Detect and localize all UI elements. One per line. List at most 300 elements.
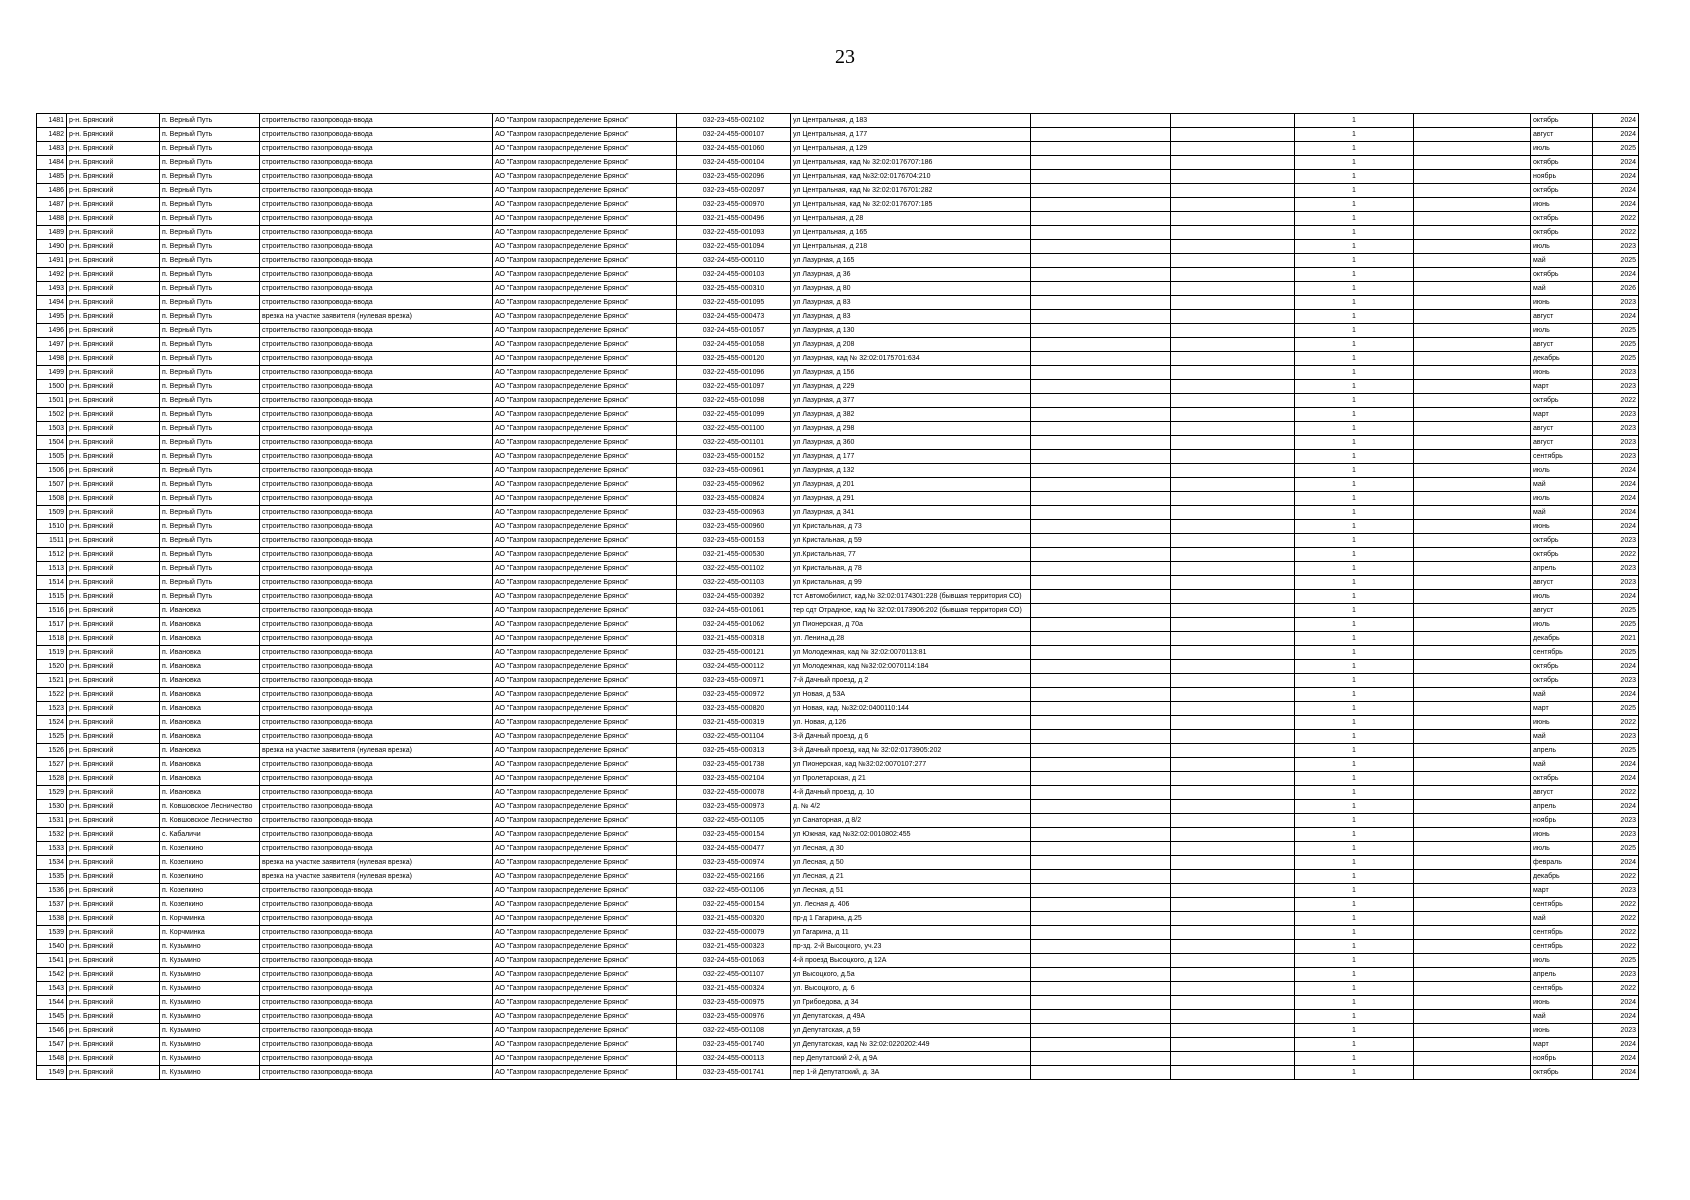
empty-cell: [1414, 702, 1531, 716]
row-number-cell: 1518: [37, 632, 67, 646]
quantity-cell: 1: [1295, 408, 1414, 422]
empty-cell: [1414, 394, 1531, 408]
empty-cell: [1031, 282, 1171, 296]
empty-cell: [1171, 282, 1295, 296]
organization-cell: АО "Газпром газораспределение Брянск": [493, 338, 677, 352]
empty-cell: [1031, 324, 1171, 338]
empty-cell: [1171, 576, 1295, 590]
application-number-cell: 032-23-455-000154: [677, 828, 791, 842]
district-cell: р-н. Брянский: [67, 954, 160, 968]
organization-cell: АО "Газпром газораспределение Брянск": [493, 254, 677, 268]
empty-cell: [1414, 884, 1531, 898]
organization-cell: АО "Газпром газораспределение Брянск": [493, 786, 677, 800]
locality-cell: п. Ивановка: [160, 772, 260, 786]
empty-cell: [1171, 912, 1295, 926]
empty-cell: [1031, 478, 1171, 492]
empty-cell: [1171, 394, 1295, 408]
month-cell: апрель: [1531, 562, 1593, 576]
month-cell: сентябрь: [1531, 940, 1593, 954]
locality-cell: п. Кузьмино: [160, 940, 260, 954]
month-cell: сентябрь: [1531, 926, 1593, 940]
application-number-cell: 032-24-455-000473: [677, 310, 791, 324]
table-row: [37, 870, 1639, 884]
quantity-cell: 1: [1295, 590, 1414, 604]
empty-cell: [1414, 996, 1531, 1010]
month-cell: октябрь: [1531, 548, 1593, 562]
organization-cell: АО "Газпром газораспределение Брянск": [493, 212, 677, 226]
address-cell: 3-й Дачный проезд, кад № 32:02:0173905:202: [791, 744, 1031, 758]
district-cell: р-н. Брянский: [67, 856, 160, 870]
empty-cell: [1414, 408, 1531, 422]
table-row: [37, 436, 1639, 450]
empty-cell: [1171, 114, 1295, 128]
empty-cell: [1031, 660, 1171, 674]
empty-cell: [1031, 898, 1171, 912]
locality-cell: с. Кабаличи: [160, 828, 260, 842]
quantity-cell: 1: [1295, 688, 1414, 702]
row-number-cell: 1501: [37, 394, 67, 408]
organization-cell: АО "Газпром газораспределение Брянск": [493, 268, 677, 282]
month-cell: июнь: [1531, 1024, 1593, 1038]
address-cell: ул Лазурная, д 382: [791, 408, 1031, 422]
empty-cell: [1414, 296, 1531, 310]
row-number-cell: 1491: [37, 254, 67, 268]
district-cell: р-н. Брянский: [67, 478, 160, 492]
application-number-cell: 032-25-455-000313: [677, 744, 791, 758]
address-cell: ул Лесная, д 30: [791, 842, 1031, 856]
year-cell: 2023: [1593, 562, 1639, 576]
row-number-cell: 1503: [37, 422, 67, 436]
application-number-cell: 032-23-455-002104: [677, 772, 791, 786]
empty-cell: [1171, 870, 1295, 884]
application-number-cell: 032-23-455-001740: [677, 1038, 791, 1052]
empty-cell: [1031, 940, 1171, 954]
empty-cell: [1031, 982, 1171, 996]
empty-cell: [1414, 128, 1531, 142]
locality-cell: п. Верный Путь: [160, 576, 260, 590]
month-cell: август: [1531, 604, 1593, 618]
locality-cell: п. Верный Путь: [160, 422, 260, 436]
month-cell: октябрь: [1531, 268, 1593, 282]
year-cell: 2022: [1593, 548, 1639, 562]
address-cell: пр-д 1 Гагарина, д.25: [791, 912, 1031, 926]
organization-cell: АО "Газпром газораспределение Брянск": [493, 114, 677, 128]
organization-cell: АО "Газпром газораспределение Брянск": [493, 758, 677, 772]
organization-cell: АО "Газпром газораспределение Брянск": [493, 632, 677, 646]
year-cell: 2024: [1593, 506, 1639, 520]
organization-cell: АО "Газпром газораспределение Брянск": [493, 324, 677, 338]
work-type-cell: строительство газопровода-ввода: [260, 450, 493, 464]
table-row: [37, 758, 1639, 772]
empty-cell: [1414, 492, 1531, 506]
locality-cell: п. Кузьмино: [160, 1010, 260, 1024]
month-cell: март: [1531, 380, 1593, 394]
work-type-cell: строительство газопровода-ввода: [260, 184, 493, 198]
month-cell: апрель: [1531, 800, 1593, 814]
row-number-cell: 1521: [37, 674, 67, 688]
month-cell: декабрь: [1531, 870, 1593, 884]
work-type-cell: строительство газопровода-ввода: [260, 646, 493, 660]
empty-cell: [1031, 758, 1171, 772]
application-number-cell: 032-21-455-000319: [677, 716, 791, 730]
row-number-cell: 1533: [37, 842, 67, 856]
year-cell: 2023: [1593, 828, 1639, 842]
empty-cell: [1171, 506, 1295, 520]
empty-cell: [1171, 338, 1295, 352]
district-cell: р-н. Брянский: [67, 1010, 160, 1024]
row-number-cell: 1514: [37, 576, 67, 590]
table-row: [37, 198, 1639, 212]
application-number-cell: 032-22-455-001104: [677, 730, 791, 744]
empty-cell: [1031, 240, 1171, 254]
quantity-cell: 1: [1295, 996, 1414, 1010]
address-cell: ул Лазурная, д 83: [791, 310, 1031, 324]
table-row: [37, 520, 1639, 534]
quantity-cell: 1: [1295, 1024, 1414, 1038]
quantity-cell: 1: [1295, 744, 1414, 758]
table-row: [37, 926, 1639, 940]
empty-cell: [1171, 170, 1295, 184]
organization-cell: АО "Газпром газораспределение Брянск": [493, 912, 677, 926]
district-cell: р-н. Брянский: [67, 198, 160, 212]
address-cell: ул Центральная, д 183: [791, 114, 1031, 128]
table-row: [37, 800, 1639, 814]
row-number-cell: 1537: [37, 898, 67, 912]
empty-cell: [1414, 646, 1531, 660]
work-type-cell: строительство газопровода-ввода: [260, 338, 493, 352]
address-cell: ул Лазурная, д 36: [791, 268, 1031, 282]
empty-cell: [1171, 828, 1295, 842]
application-number-cell: 032-21-455-000496: [677, 212, 791, 226]
quantity-cell: 1: [1295, 254, 1414, 268]
work-type-cell: строительство газопровода-ввода: [260, 800, 493, 814]
quantity-cell: 1: [1295, 170, 1414, 184]
organization-cell: АО "Газпром газораспределение Брянск": [493, 198, 677, 212]
year-cell: 2023: [1593, 296, 1639, 310]
address-cell: ул Центральная, д 28: [791, 212, 1031, 226]
address-cell: ул Центральная, д 218: [791, 240, 1031, 254]
empty-cell: [1171, 898, 1295, 912]
address-cell: ул Молодежная, кад №32:02:0070114:184: [791, 660, 1031, 674]
empty-cell: [1171, 128, 1295, 142]
organization-cell: АО "Газпром газораспределение Брянск": [493, 772, 677, 786]
row-number-cell: 1524: [37, 716, 67, 730]
year-cell: 2024: [1593, 758, 1639, 772]
month-cell: март: [1531, 702, 1593, 716]
quantity-cell: 1: [1295, 660, 1414, 674]
table-row: [37, 716, 1639, 730]
organization-cell: АО "Газпром газораспределение Брянск": [493, 800, 677, 814]
empty-cell: [1031, 268, 1171, 282]
table-row: [37, 534, 1639, 548]
month-cell: февраль: [1531, 856, 1593, 870]
empty-cell: [1414, 338, 1531, 352]
address-cell: ул Центральная, кад № 32:02:0176701:282: [791, 184, 1031, 198]
quantity-cell: 1: [1295, 492, 1414, 506]
row-number-cell: 1522: [37, 688, 67, 702]
year-cell: 2025: [1593, 842, 1639, 856]
work-type-cell: строительство газопровода-ввода: [260, 422, 493, 436]
year-cell: 2022: [1593, 394, 1639, 408]
locality-cell: п. Верный Путь: [160, 142, 260, 156]
work-type-cell: строительство газопровода-ввода: [260, 492, 493, 506]
table-row: [37, 408, 1639, 422]
row-number-cell: 1538: [37, 912, 67, 926]
empty-cell: [1414, 506, 1531, 520]
month-cell: сентябрь: [1531, 646, 1593, 660]
empty-cell: [1414, 366, 1531, 380]
table-row: [37, 674, 1639, 688]
work-type-cell: строительство газопровода-ввода: [260, 436, 493, 450]
empty-cell: [1031, 114, 1171, 128]
locality-cell: п. Козелкино: [160, 856, 260, 870]
year-cell: 2024: [1593, 310, 1639, 324]
quantity-cell: 1: [1295, 114, 1414, 128]
month-cell: октябрь: [1531, 534, 1593, 548]
address-cell: ул Лазурная, д 80: [791, 282, 1031, 296]
empty-cell: [1171, 380, 1295, 394]
empty-cell: [1171, 842, 1295, 856]
work-type-cell: строительство газопровода-ввода: [260, 212, 493, 226]
month-cell: июль: [1531, 142, 1593, 156]
work-type-cell: строительство газопровода-ввода: [260, 380, 493, 394]
empty-cell: [1031, 548, 1171, 562]
year-cell: 2023: [1593, 408, 1639, 422]
application-number-cell: 032-22-455-001094: [677, 240, 791, 254]
work-type-cell: строительство газопровода-ввода: [260, 632, 493, 646]
row-number-cell: 1502: [37, 408, 67, 422]
application-number-cell: 032-22-455-001106: [677, 884, 791, 898]
work-type-cell: строительство газопровода-ввода: [260, 1010, 493, 1024]
empty-cell: [1031, 744, 1171, 758]
address-cell: ул. Ленина,д.28: [791, 632, 1031, 646]
table-row: [37, 254, 1639, 268]
organization-cell: АО "Газпром газораспределение Брянск": [493, 968, 677, 982]
year-cell: 2024: [1593, 688, 1639, 702]
address-cell: ул Грибоедова, д 34: [791, 996, 1031, 1010]
gas-connection-table: [36, 113, 1639, 1080]
organization-cell: АО "Газпром газораспределение Брянск": [493, 604, 677, 618]
locality-cell: п. Кузьмино: [160, 954, 260, 968]
empty-cell: [1171, 492, 1295, 506]
organization-cell: АО "Газпром газораспределение Брянск": [493, 170, 677, 184]
application-number-cell: 032-22-455-001096: [677, 366, 791, 380]
quantity-cell: 1: [1295, 562, 1414, 576]
organization-cell: АО "Газпром газораспределение Брянск": [493, 744, 677, 758]
empty-cell: [1414, 604, 1531, 618]
quantity-cell: 1: [1295, 142, 1414, 156]
work-type-cell: строительство газопровода-ввода: [260, 1024, 493, 1038]
empty-cell: [1031, 912, 1171, 926]
address-cell: д. № 4/2: [791, 800, 1031, 814]
address-cell: пер 1-й Депутатский, д. 3А: [791, 1066, 1031, 1080]
locality-cell: п. Корчминка: [160, 926, 260, 940]
locality-cell: п. Верный Путь: [160, 268, 260, 282]
quantity-cell: 1: [1295, 478, 1414, 492]
address-cell: ул.Кристальная, 77: [791, 548, 1031, 562]
work-type-cell: строительство газопровода-ввода: [260, 114, 493, 128]
empty-cell: [1031, 996, 1171, 1010]
district-cell: р-н. Брянский: [67, 926, 160, 940]
organization-cell: АО "Газпром газораспределение Брянск": [493, 576, 677, 590]
address-cell: ул Лазурная, д 177: [791, 450, 1031, 464]
organization-cell: АО "Газпром газораспределение Брянск": [493, 1010, 677, 1024]
locality-cell: п. Верный Путь: [160, 156, 260, 170]
row-number-cell: 1505: [37, 450, 67, 464]
district-cell: р-н. Брянский: [67, 380, 160, 394]
organization-cell: АО "Газпром газораспределение Брянск": [493, 1024, 677, 1038]
address-cell: ул Лазурная, д 360: [791, 436, 1031, 450]
work-type-cell: строительство газопровода-ввода: [260, 996, 493, 1010]
row-number-cell: 1513: [37, 562, 67, 576]
application-number-cell: 032-24-455-001060: [677, 142, 791, 156]
empty-cell: [1031, 716, 1171, 730]
locality-cell: п. Ивановка: [160, 716, 260, 730]
quantity-cell: 1: [1295, 156, 1414, 170]
address-cell: ул Высоцкого, д.5а: [791, 968, 1031, 982]
work-type-cell: строительство газопровода-ввода: [260, 660, 493, 674]
district-cell: р-н. Брянский: [67, 436, 160, 450]
table-row: [37, 114, 1639, 128]
organization-cell: АО "Газпром газораспределение Брянск": [493, 310, 677, 324]
application-number-cell: 032-21-455-000530: [677, 548, 791, 562]
empty-cell: [1031, 506, 1171, 520]
work-type-cell: строительство газопровода-ввода: [260, 268, 493, 282]
quantity-cell: 1: [1295, 296, 1414, 310]
month-cell: август: [1531, 310, 1593, 324]
table-row: [37, 856, 1639, 870]
table-row: [37, 1052, 1639, 1066]
quantity-cell: 1: [1295, 394, 1414, 408]
year-cell: 2023: [1593, 366, 1639, 380]
empty-cell: [1171, 646, 1295, 660]
locality-cell: п. Верный Путь: [160, 352, 260, 366]
row-number-cell: 1515: [37, 590, 67, 604]
empty-cell: [1414, 534, 1531, 548]
quantity-cell: 1: [1295, 800, 1414, 814]
month-cell: август: [1531, 786, 1593, 800]
empty-cell: [1031, 296, 1171, 310]
empty-cell: [1171, 408, 1295, 422]
row-number-cell: 1546: [37, 1024, 67, 1038]
quantity-cell: 1: [1295, 772, 1414, 786]
district-cell: р-н. Брянский: [67, 422, 160, 436]
empty-cell: [1414, 114, 1531, 128]
table-row: [37, 982, 1639, 996]
empty-cell: [1414, 618, 1531, 632]
year-cell: 2022: [1593, 940, 1639, 954]
table-row: [37, 296, 1639, 310]
application-number-cell: 032-24-455-001061: [677, 604, 791, 618]
empty-cell: [1171, 968, 1295, 982]
empty-cell: [1171, 548, 1295, 562]
empty-cell: [1171, 800, 1295, 814]
work-type-cell: строительство газопровода-ввода: [260, 954, 493, 968]
address-cell: ул Лазурная, д 165: [791, 254, 1031, 268]
quantity-cell: 1: [1295, 618, 1414, 632]
row-number-cell: 1543: [37, 982, 67, 996]
year-cell: 2022: [1593, 926, 1639, 940]
table-row: [37, 618, 1639, 632]
empty-cell: [1171, 1066, 1295, 1080]
organization-cell: АО "Газпром газораспределение Брянск": [493, 408, 677, 422]
row-number-cell: 1497: [37, 338, 67, 352]
application-number-cell: 032-23-455-000976: [677, 1010, 791, 1024]
district-cell: р-н. Брянский: [67, 450, 160, 464]
locality-cell: п. Ивановка: [160, 674, 260, 688]
month-cell: октябрь: [1531, 226, 1593, 240]
address-cell: тст Автомобилист, кад.№ 32:02:0174301:228 (бывшая территория СО): [791, 590, 1031, 604]
address-cell: ул Депутатская, д 59: [791, 1024, 1031, 1038]
district-cell: р-н. Брянский: [67, 366, 160, 380]
application-number-cell: 032-24-455-000392: [677, 590, 791, 604]
address-cell: ул Молодежная, кад № 32:02:0070113:81: [791, 646, 1031, 660]
empty-cell: [1414, 450, 1531, 464]
quantity-cell: 1: [1295, 436, 1414, 450]
application-number-cell: 032-22-455-001100: [677, 422, 791, 436]
address-cell: ул Лесная, д 21: [791, 870, 1031, 884]
district-cell: р-н. Брянский: [67, 338, 160, 352]
table-row: [37, 240, 1639, 254]
organization-cell: АО "Газпром газораспределение Брянск": [493, 562, 677, 576]
locality-cell: п. Кузьмино: [160, 1052, 260, 1066]
application-number-cell: 032-21-455-000318: [677, 632, 791, 646]
empty-cell: [1171, 1038, 1295, 1052]
work-type-cell: строительство газопровода-ввода: [260, 674, 493, 688]
district-cell: р-н. Брянский: [67, 814, 160, 828]
locality-cell: п. Верный Путь: [160, 282, 260, 296]
table-row: [37, 996, 1639, 1010]
address-cell: ул Пионерская, кад №32:02:0070107:277: [791, 758, 1031, 772]
empty-cell: [1171, 996, 1295, 1010]
work-type-cell: строительство газопровода-ввода: [260, 464, 493, 478]
address-cell: ул Лазурная, д 156: [791, 366, 1031, 380]
district-cell: р-н. Брянский: [67, 618, 160, 632]
locality-cell: п. Ивановка: [160, 758, 260, 772]
month-cell: май: [1531, 282, 1593, 296]
table-row: [37, 842, 1639, 856]
application-number-cell: 032-23-455-000973: [677, 800, 791, 814]
quantity-cell: 1: [1295, 548, 1414, 562]
table-row: [37, 898, 1639, 912]
empty-cell: [1031, 394, 1171, 408]
empty-cell: [1414, 912, 1531, 926]
table-row: [37, 1010, 1639, 1024]
work-type-cell: врезка на участке заявителя (нулевая врезка): [260, 856, 493, 870]
work-type-cell: строительство газопровода-ввода: [260, 478, 493, 492]
quantity-cell: 1: [1295, 324, 1414, 338]
month-cell: декабрь: [1531, 352, 1593, 366]
work-type-cell: строительство газопровода-ввода: [260, 198, 493, 212]
empty-cell: [1031, 156, 1171, 170]
quantity-cell: 1: [1295, 338, 1414, 352]
month-cell: ноябрь: [1531, 1052, 1593, 1066]
month-cell: октябрь: [1531, 184, 1593, 198]
quantity-cell: 1: [1295, 198, 1414, 212]
empty-cell: [1414, 716, 1531, 730]
table-row: [37, 478, 1639, 492]
organization-cell: АО "Газпром газораспределение Брянск": [493, 478, 677, 492]
row-number-cell: 1512: [37, 548, 67, 562]
year-cell: 2024: [1593, 772, 1639, 786]
empty-cell: [1171, 982, 1295, 996]
work-type-cell: строительство газопровода-ввода: [260, 142, 493, 156]
table-row: [37, 632, 1639, 646]
locality-cell: п. Ивановка: [160, 688, 260, 702]
address-cell: ул Центральная, д 165: [791, 226, 1031, 240]
empty-cell: [1031, 772, 1171, 786]
quantity-cell: 1: [1295, 926, 1414, 940]
